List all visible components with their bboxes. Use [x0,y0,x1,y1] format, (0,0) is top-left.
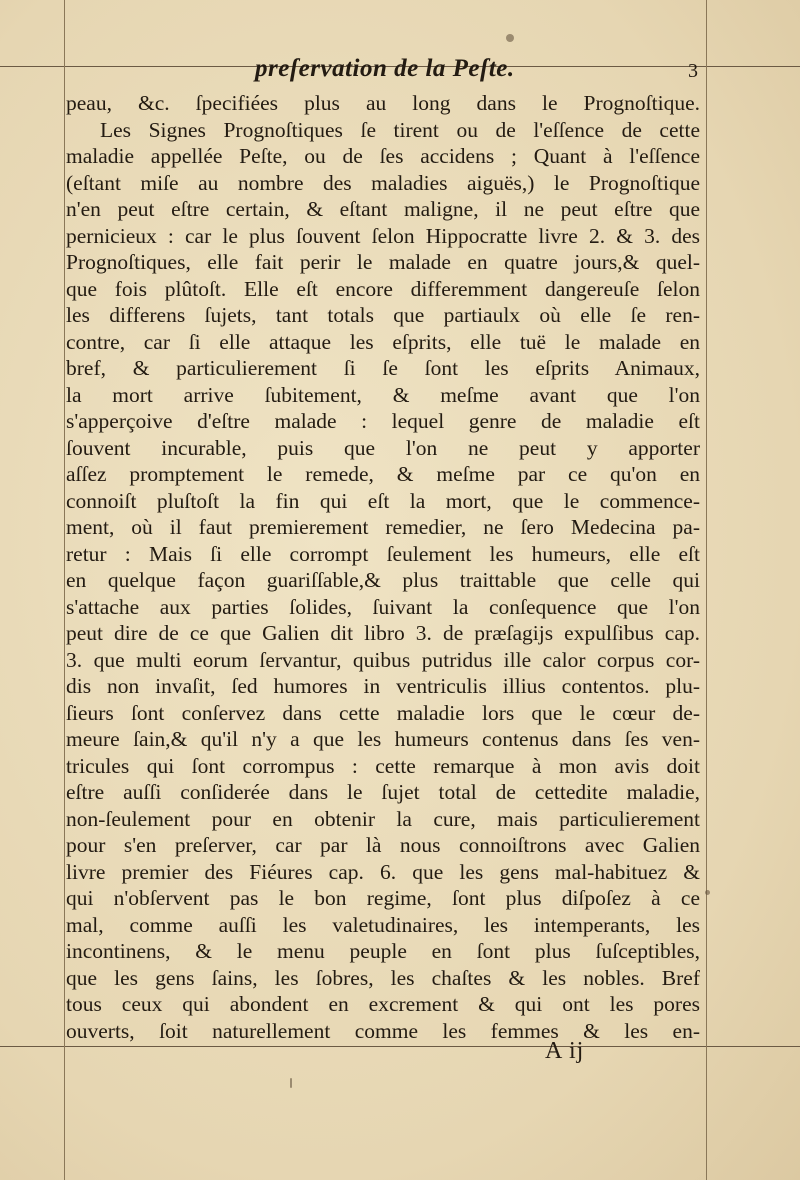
text-line: peau, &c. ſpecifiées plus au long dans le Prognoſtique. [66,91,700,115]
text-line: mal, comme auſſi les valetudinaires, les intemperants, les [66,912,700,937]
text-line: qui n'obſervent pas le bon regime, ſont plus diſpoſez à ce [66,886,700,910]
text-line: ouverts, ſoit naturellement comme les femmes & les en- [66,1018,700,1043]
text-line: connoiſt pluſtoſt la fin qui eſt la mort, que le commence- [66,488,700,513]
text-line: (eſtant miſe au nombre des maladies aiguës,) le Prognoſtique [66,170,700,195]
text-line: en quelque façon guariſſable,& plus traittable que celle qui [66,568,700,592]
text-line: incontinens, & le menu peuple en ſont plus ſuſceptibles, [66,939,700,963]
text-line: tricules qui ſont corrompus : cette remarque à mon avis doit [66,753,700,778]
body-text [66,90,700,1044]
text-line: ſieurs ſont conſervez dans cette maladie lors que le cœur de- [66,700,700,725]
text-line: n'en peut eſtre certain, & eſtant maligne, il ne peut eſtre que [66,197,700,221]
text-line: Les Signes Prognoſtiques ſe tirent ou de l'eſſence de cette [100,117,700,142]
text-line: la mort arrive ſubitement, & meſme avant que l'on [66,382,700,407]
text-line: 3. que multi eorum ſervantur, quibus putridus ille calor corpus cor- [66,647,700,672]
text-line: meure ſain,& qu'il n'y a que les humeurs contenus dans ſes ven- [66,727,700,751]
text-line: contre, car ſi elle attaque les eſprits, elle tuë le malade en [66,329,700,354]
text-line: aſſez promptement le remede, & meſme par ce qu'on en [66,462,700,486]
text-line: Prognoſtiques, elle fait perir le malade en quatre jours,& quel- [66,250,700,274]
page-number: 3 [688,60,698,82]
text-line: tous ceux qui abondent en excrement & qui ont les pores [66,992,700,1016]
text-line: eſtre auſſi conſiderée dans le ſujet total de cettedite maladie, [66,780,700,804]
text-line: non-ſeulement pour en obtenir la cure, mais particulierement [66,806,700,831]
text-line: s'attache aux parties ſolides, ſuivant la conſequence que l'on [66,594,700,619]
text-line: maladie appellée Peſte, ou de ſes accidens ; Quant à l'eſſence [66,144,700,168]
text-line: bref, & particulierement ſi ſe ſont les eſprits Animaux, [66,356,700,380]
text-line: peut dire de ce que Galien dit libro 3. de præſagijs expulſibus cap. [66,621,700,645]
text-line: s'apperçoive d'eſtre malade : lequel genre de maladie eſt [66,409,700,433]
text-line: pour s'en preſerver, car par là nous connoiſtrons avec Galien [66,833,700,857]
running-title: preſervation de la Peſte. [255,55,515,82]
text-line: les differens ſujets, tant totals que partiaulx où elle ſe ren- [66,303,700,327]
bottom-rule [0,1046,800,1047]
right-margin-rule [706,0,707,1180]
text-line: retur : Mais ſi elle corrompt ſeulement les humeurs, elle eſt [66,541,700,566]
ink-speck [506,34,514,42]
text-line: ſouvent incurable, puis que l'on ne peut y apporter [66,435,700,460]
signature-mark: A ij [545,1038,585,1064]
text-line: livre premier des Fiéures cap. 6. que les gens mal-habituez & [66,859,700,884]
text-line: dis non invaſit, ſed humores in ventriculis illius contentos. plu- [66,674,700,698]
left-margin-rule [64,0,65,1180]
ink-speck [290,1078,292,1088]
text-line: pernicieux : car le plus ſouvent ſelon Hippocratte livre 2. & 3. des [66,223,700,248]
text-line: que les gens ſains, les ſobres, les chaſtes & les nobles. Bref [66,965,700,990]
text-line: que fois plûtoſt. Elle eſt encore differemment dangereuſe ſelon [66,276,700,301]
text-line: ment, où il faut premierement remedier, ne ſero Medecina pa- [66,515,700,539]
ink-speck [705,890,710,895]
